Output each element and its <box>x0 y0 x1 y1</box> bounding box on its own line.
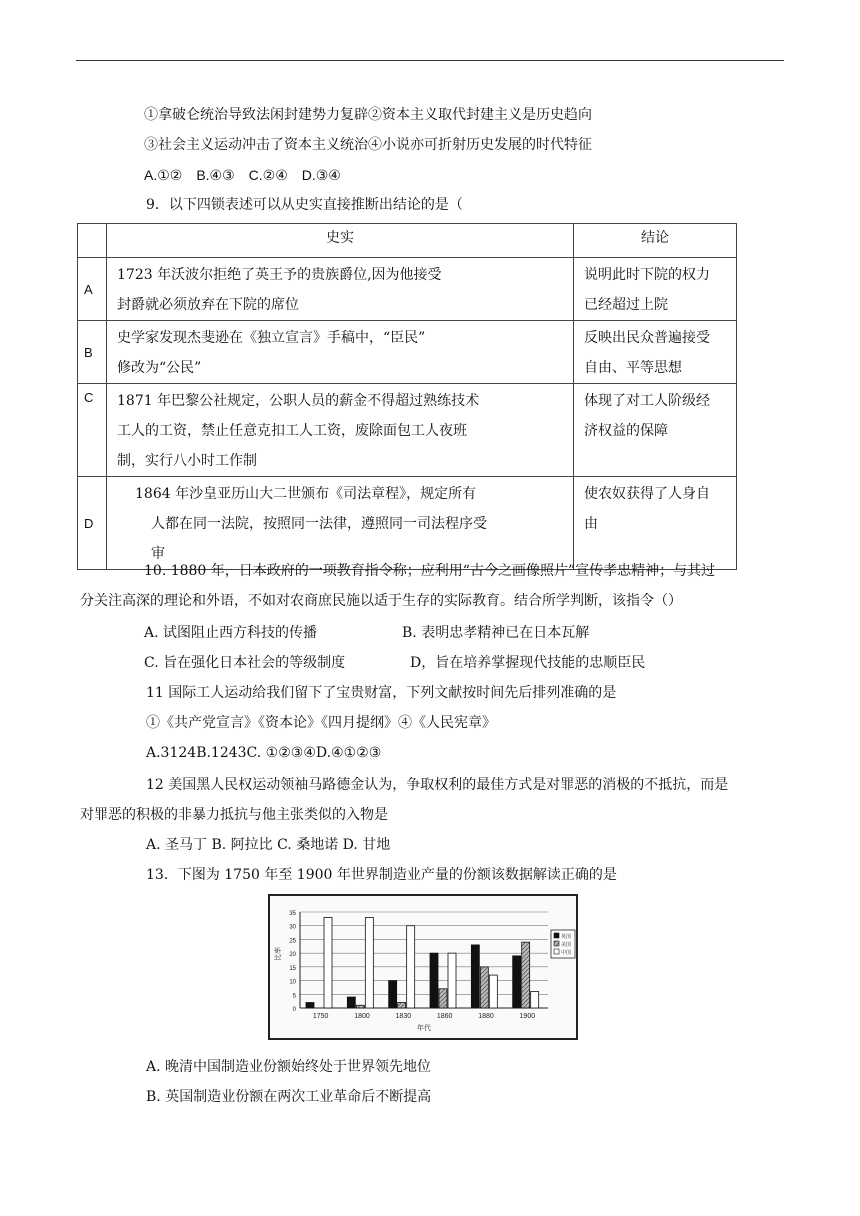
y-tick-label: 35 <box>289 911 296 917</box>
table-row <box>78 477 737 570</box>
x-tick-label: 1880 <box>478 1013 494 1020</box>
x-axis-label: 年代 <box>417 1024 431 1032</box>
legend-entry: 中国 <box>561 950 572 956</box>
header-blank <box>78 224 107 258</box>
table-row <box>78 321 737 384</box>
y-tick-label: 5 <box>292 993 296 1000</box>
bar-中国 <box>489 975 497 1008</box>
bar-中国 <box>365 917 373 1008</box>
q11-options: A.3124B.1243C. ①②③④D.④①②③ <box>146 745 382 761</box>
x-tick-label: 1860 <box>436 1013 453 1020</box>
bar-英国 <box>430 953 438 1008</box>
q10-stem-1: 10. 1880 年，日本政府的一项教育指令称；应利用“古今之画像照片”宣传孝忠精神；与其过 <box>144 563 716 579</box>
q12-options: A. 圣马丁 B. 阿拉比 C. 桑地诺 D. 甘地 <box>146 837 391 853</box>
header-rule <box>76 60 784 61</box>
q10-option-c: C. 旨在强化日本社会的等级制度 <box>144 655 346 671</box>
y-tick-label: 30 <box>289 924 296 931</box>
y-tick-label: 25 <box>289 938 296 945</box>
q10-option-b: B. 表明忠孝精神已在日本瓦解 <box>402 625 590 641</box>
q8-options: A.①② B.④③ C.②④ D.③④ <box>144 167 341 183</box>
q12-stem-1: 12 美国黑人民权运动领袖马路德金认为，争取权利的最佳方式是对罪恶的消极的不抵抗，而是 <box>146 777 729 793</box>
bar-美国 <box>398 1003 406 1008</box>
x-tick-label: 1800 <box>354 1013 370 1020</box>
row-fact: 1723 年沃波尔拒绝了英王予的贵族爵位,因为他接受 封爵就必须放弃在下院的席位 <box>107 258 574 321</box>
header-fact: 史实 <box>107 224 574 258</box>
y-tick-label: 20 <box>289 952 296 959</box>
q13-option-a: A. 晚清中国制造业份额始终处于世界领先地位 <box>146 1059 432 1075</box>
bar-美国 <box>522 942 530 1008</box>
bar-英国 <box>513 956 521 1008</box>
row-key: C <box>78 384 107 477</box>
q13-stem: 13．下图为 1750 年至 1900 年世界制造业产量的份额该数据解读正确的是 <box>146 867 617 883</box>
legend-swatch <box>554 949 559 954</box>
x-tick-label: 1750 <box>312 1013 329 1020</box>
q8-statement-2: ③社会主义运动冲击了资本主义统治④小说亦可折射历史发展的时代特征 <box>144 137 592 153</box>
row-fact: 史学家发现杰斐逊在《独立宣言》手稿中，“臣民” 修改为“公民” <box>107 321 574 384</box>
q11-stem: 11 国际工人运动给我们留下了宝贵财富，下列文献按时间先后排列准确的是 <box>146 685 617 701</box>
y-tick-label: 0 <box>292 1007 296 1013</box>
row-fact: 1871 年巴黎公社规定，公职人员的薪金不得超过熟练技术 工人的工资，禁止任意克扣工人工资，废除面包工人夜班 制，实行八小时工作制 <box>107 384 574 477</box>
y-tick-label: 15 <box>289 965 296 972</box>
row-key: A <box>78 258 107 321</box>
bar-英国 <box>389 981 397 1008</box>
q10-option-a: A. 试图阻止西方科技的传播 <box>144 625 318 641</box>
legend-swatch <box>554 933 559 938</box>
bar-英国 <box>347 997 355 1008</box>
bar-中国 <box>324 917 332 1008</box>
bar-中国 <box>407 926 415 1008</box>
q13-option-b: B. 英国制造业份额在两次工业革命后不断提高 <box>146 1089 432 1105</box>
bar-美国 <box>480 967 488 1008</box>
q12-stem-2: 对罪恶的积极的非暴力抵抗与他主张类似的入物是 <box>80 807 388 823</box>
legend-entry: 英国 <box>561 934 572 940</box>
row-key: D <box>78 477 107 570</box>
row-conclusion: 反映出民众普遍接受 自由、平等思想 <box>574 321 737 384</box>
q9-stem: 9．以下四锁表述可以从史实直接推断出结论的是（ <box>146 197 463 213</box>
q11-items: ①《共产党宣言》《资本论》《四月提纲》④《人民宪章》 <box>146 715 496 731</box>
chart-svg <box>270 896 576 1038</box>
x-tick-label: 1900 <box>519 1013 536 1020</box>
bar-中国 <box>531 992 539 1008</box>
header-conclusion: 结论 <box>574 224 737 258</box>
x-tick-label: 1830 <box>395 1013 412 1020</box>
row-conclusion: 体现了对工人阶级经 济权益的保障 <box>574 384 737 477</box>
bar-美国 <box>356 1005 364 1008</box>
q10-stem-2: 分关注高深的理论和外语，不如对农商庶民施以适于生存的实际教育。结合所学判断，该指令（） <box>80 593 682 609</box>
q9-table <box>77 223 737 570</box>
y-axis-label: 比率 <box>274 947 282 961</box>
table-row <box>78 384 737 477</box>
bar-英国 <box>306 1003 314 1008</box>
manufacturing-share-chart <box>268 894 578 1040</box>
q10-option-d: D，旨在培养掌握现代技能的忠顺臣民 <box>410 655 646 671</box>
bar-英国 <box>471 945 479 1008</box>
y-tick-label: 10 <box>289 979 296 986</box>
legend-swatch <box>554 941 559 946</box>
bar-中国 <box>448 953 456 1008</box>
row-key: B <box>78 321 107 384</box>
table-row <box>78 258 737 321</box>
row-conclusion: 使农奴获得了人身自 由 <box>574 477 737 570</box>
legend-entry: 美国 <box>561 942 572 948</box>
q8-statement-1: ①拿破仑统治导致法闲封建势力复辟②资本主义取代封建主义是历史趋向 <box>144 107 592 123</box>
row-fact: 1864 年沙皇亚历山大二世颁布《司法章程》，规定所有 人都在同一法院，按照同一法律，遵照同一司法程序受 审 <box>107 477 574 570</box>
bar-美国 <box>439 989 447 1008</box>
row-conclusion: 说明此时下院的权力 已经超过上院 <box>574 258 737 321</box>
